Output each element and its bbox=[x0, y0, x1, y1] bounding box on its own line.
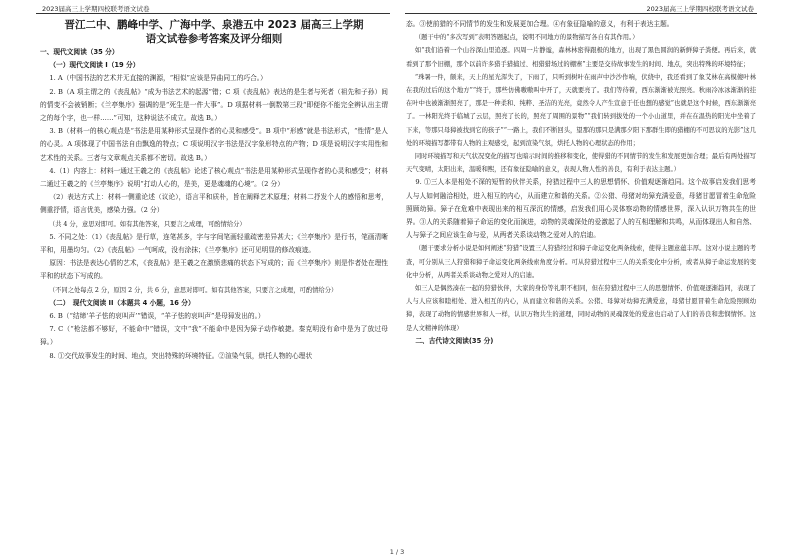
answer-paragraph: 1. A（中国书法的艺术并无直接的渊源，“相似”应该是异曲同工的巧合。） bbox=[49, 74, 267, 83]
answer-paragraph: 态。③使前猎的不同情节的发生和发展更加合理。④有象征隐喻的意义，有利于表达主题。 bbox=[406, 20, 674, 28]
answer-paragraph: （题干要求分析小说是如何阐述“狩猎”设置三人狩猎经过和獐子命运变化两条线索，使得主题意蕴丰厚。这对小说主题的考查，可分别从三人狩猎和獐子命运变化两条线索角度分析。可从狩猎过程中三人的关系变化中分析，或者从獐子命运发展的变化中分析，从两者关系谈动物之爱对人的启迪。 bbox=[406, 245, 756, 279]
answer-paragraph: （不同之处每点 2 分，原因 2 分，共 6 分，意思对即可。如有其他答案，只要言之成理，可酌情给分） bbox=[48, 286, 338, 294]
answer-paragraph: 5. 不同之处：（1）《丧乱帖》是行草，连笔甚多，字与字间笔画轻重疏密差异甚大；《兰亭集序》是行书，笔画清晰平和，用墨均匀。（2）《丧乱帖》一气呵成，没有涂抹；《兰亭集序》还可见明显的修改痕迹。 bbox=[40, 232, 388, 255]
answer-paragraph: （题干中的“多次写到”表明答题起点，说明不同地方的景物描写各自有其作用。） bbox=[414, 34, 639, 42]
header-rule-right bbox=[405, 13, 757, 14]
answer-paragraph: 如“我们沿着一个山谷深山里追逐。四周一片静谧，森林林密得跟极的地方，出现了黑色圆润的新鲜獐子粪便。再后来，就看到了那个旧棚，那个以前许多猎手猎捕过、相猎猎场过的棚寨”主要是交待故事发生的时间、地点，突出特殊的环境特征； bbox=[406, 47, 756, 68]
section-heading: （二） 现代文阅读 II（本题共 4 小题，16 分） bbox=[49, 298, 195, 307]
answer-paragraph: （2）表达方式上：材料一侧重论述（议论），语言平和质朴，旨在阐释艺术原理；材料二抒发个人的感悟和思考，侧重抒情，语言优美，感染力强。（2 分） bbox=[40, 193, 388, 215]
answer-paragraph: 3. B（材料一的核心观点是“书法是用某种形式呈现作者的心灵和感受”。B 项中“形感”就是书法形式，“性情”是人的心灵。A 项体现了中国书法自由飘逸的特点；C 项说明汉字书法是汉字象形特点的产物；D 项是说明汉字实用性和艺术性的关系。三者与文章观点关系都不密切。故选 B。） bbox=[40, 127, 388, 162]
document-title-line2: 语文试卷参考答案及评分细则 bbox=[145, 33, 283, 45]
answer-paragraph: 2. B（A 项主谓之的《丧乱帖》“成为书法艺术的起源”错；C 项《丧乱帖》表达的是生者与死者（祖先和子孙）间的情变不会被销断；《兰亭集序》强调的是“死生是一件大事”。D 项据材料一倒数第三段“即便你不能完全辨认出主谓之的每个字，也一样……”可知，这种说法不成立。故选 B。） bbox=[40, 87, 388, 123]
page-number: 1 / 3 bbox=[389, 548, 405, 556]
answer-paragraph: 4.（1）内容上：材料一通过王羲之的《丧乱帖》论述了核心观点“书法是用某种形式呈现作者的心灵和感受”；材料二通过王羲之的《兰亭集序》说明“打动人心的，是美，更是魂魂的心境”。（2 分） bbox=[40, 166, 388, 189]
answer-paragraph: 6. B（“结缔‘羊子怯的哀叫声’”错误，“羊子怯的哀叫声”是母獐发出的。） bbox=[49, 312, 265, 321]
answer-paragraph: （共 4 分，意思对即可。如有其他答案，只要言之成理，可酌情给分） bbox=[48, 220, 246, 228]
section-heading: （一）现代文阅读 I（19 分） bbox=[49, 61, 140, 70]
left-column bbox=[40, 18, 388, 363]
answer-paragraph: 原因：书法是表达心情的艺术，《丧乱帖》是王羲之在激愤悲痛的状态下写成的；而《兰亭集序》则是作者处在理性平和的状态下写成的。 bbox=[40, 259, 388, 281]
section-heading: 二、古代诗文阅读(35 分) bbox=[415, 336, 494, 345]
document-title-line1: 晋江二中、鹏峰中学、广海中学、泉港五中 2023 届高三上学期 bbox=[64, 19, 364, 31]
section-heading: 一、现代文阅读（35 分） bbox=[40, 48, 119, 56]
answer-paragraph: 同时环境描写和天气状况变化的描写也暗示时间的推移和变化，使得猎的不同情节的发生和发展更加合理；最后有两处描写天气变晴，太阳出来，温暖和熙，还有象征隐喻的意义，表现人物人性的善良，有利于表达主题。） bbox=[406, 153, 756, 174]
answer-paragraph: 如三人是偶然凑在一起的狩猎伙伴，大家的身份等礼职不相同，但在狩猎过程中三人的思想情怀、价值观逐渐趋同，表现了人与人应该和睦相处、进入相互的内心，从而建立和谐的关系。公猪、母獐对幼獐充满爱意，母猪甘愿冒着生命危险照顾幼獐，表现了动物的情感世界和人一样，认识万物共生的道理，同时动物的灵魂深处的爱意也启动了人们的善良和悲悯情怀。这是人文精神的体现） bbox=[406, 285, 756, 332]
running-header-left: 2023届高三上学期四校联考语文试卷 bbox=[42, 5, 150, 13]
answer-paragraph: 7. C（“枪法都不够好，不能命中”错误，文中“我”不能命中是因为獐子动作敏捷。秦克明没有命中是为了放过母獐。） bbox=[40, 325, 388, 347]
running-header-right: 2023届高三上学期四校联考语文试卷 bbox=[646, 5, 754, 13]
header-rule-left bbox=[36, 13, 390, 14]
answer-paragraph: “珠暑一件，颇来，天上的星光浑失了，下雨了，只听到树叶在雨声中沙沙作响，伏绕中，我还看到了象艾林在高模傻叶林在我的过后的这个地方”“终于，那些仿佛嗷嗷叫中开了，天就要亮了。我们等待着，西东渐渐被光照亮。秋雨冷冰冰渐渐的挂在叶中也被渐渐照亮了，那是一种柔和、纯粹、圣洁的光亮，竟然令人产生宣意于任也想的感觉”也就是这个时候，西东渐渐亮了。一林阳光终于临城了云层，照亮了长的，照亮了周围的景物”“我们转到拔处的一个小山道里，并在在温热的阳光中坐着了下来，等那只母獐被找到它的孩子”“一路上，我们不断回头，望那的那只是满那夕阳下那群生即的猎棚的不可思议的光影”这几处的环境描写都带有人物的主观感受，起到渲染气氛，烘托人物的心理状态的作用； bbox=[406, 73, 756, 147]
answer-paragraph: 9. ①三人本是相处不深的短暂的伙伴关系，狩猎过程中三人的思想情怀、价值观逐渐趋同。这个故事启发我们思考人与人如何融洽相处，进入相互的内心，从而建立和谐的关系。②公猎、母猪对幼獐充满爱意，母猪甘愿冒着生命危险照顾幼獐。獐子在危难中表现出来的相互深沉的情感，启发我们用心灵体察动物的情感世界，深入认识万物共生的世界。③人的关系随着獐子命运的变化而演进，动物的灵魂深处的爱激起了人的互相理解和共鸣，从而体现出人和自然、人与獐子之间应该生命与爱，从两者关系谈动物之爱对人的启迪。 bbox=[406, 178, 756, 240]
answer-paragraph: 8. ①交代故事发生的时间、地点，突出特殊的环境特征。②渲染气氛，烘托人物的心理状 bbox=[49, 351, 313, 360]
right-column bbox=[406, 18, 756, 348]
